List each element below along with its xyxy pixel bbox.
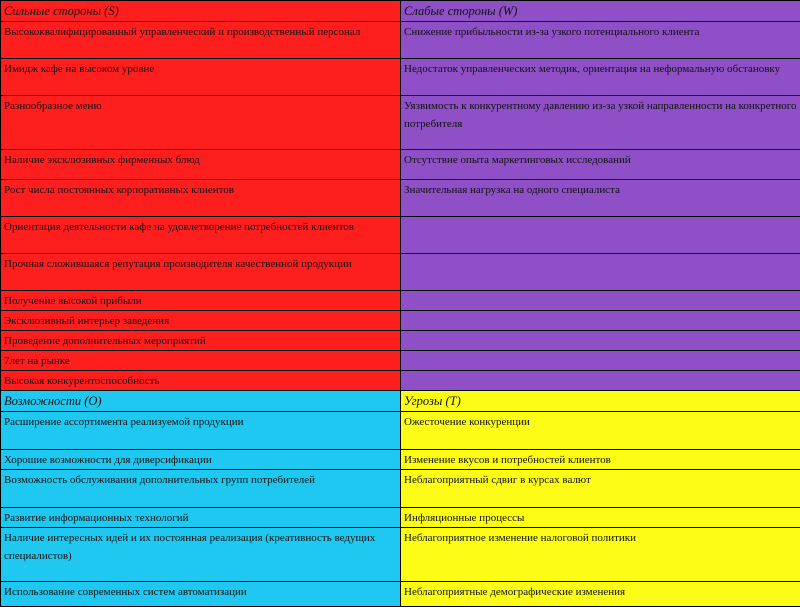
- weakness-cell: [401, 254, 800, 291]
- strength-cell: Наличие эксклюзивных фирменных блюд: [1, 150, 401, 180]
- weakness-cell: [401, 291, 800, 311]
- table-row: [1, 450, 800, 470]
- strength-cell: Получение высокой прибыли: [1, 291, 401, 311]
- opportunities-header: Возможности (O): [1, 391, 401, 412]
- strength-cell: Прочная сложившаяся репутация производителя качественной продукции: [1, 254, 401, 291]
- table-row: [1, 470, 800, 508]
- strength-cell: Имидж кафе на высоком уровне: [1, 59, 401, 96]
- opportunity-cell: Использование современных систем автоматизации: [1, 582, 401, 607]
- weakness-cell: Недостаток управленческих методик, ориентация на неформальную обстановку: [401, 59, 800, 96]
- weakness-cell: Снижение прибыльности из-за узкого потенциального клиента: [401, 22, 800, 59]
- opportunity-cell: Возможность обслуживания дополнительных групп потребителей: [1, 470, 401, 508]
- opportunity-cell: Развитие информационных технологий: [1, 508, 401, 528]
- weakness-cell: [401, 371, 800, 391]
- table-row: [1, 22, 800, 59]
- strength-cell: Ориентация деятельности кафе на удовлетворение потребностей клиентов: [1, 217, 401, 254]
- weakness-cell: [401, 217, 800, 254]
- strengths-header: Сильные стороны (S): [1, 1, 401, 22]
- weakness-cell: [401, 351, 800, 371]
- weakness-cell: Значительная нагрузка на одного специалиста: [401, 180, 800, 217]
- strength-cell: Разнообразное меню: [1, 96, 401, 150]
- opportunity-cell: Расширение ассортимента реализуемой продукции: [1, 412, 401, 450]
- table-row: [1, 508, 800, 528]
- table-row: [1, 180, 800, 217]
- strength-cell: Высокая конкурентоспособность: [1, 371, 401, 391]
- threat-cell: Ожесточение конкуренции: [401, 412, 800, 450]
- threat-cell: Неблагоприятные демографические изменения: [401, 582, 800, 607]
- weakness-cell: [401, 331, 800, 351]
- table-row: [1, 331, 800, 351]
- weaknesses-header: Слабые стороны (W): [401, 1, 800, 22]
- table-row: [1, 150, 800, 180]
- strength-cell: Рост числа постоянных корпоративных клиентов: [1, 180, 401, 217]
- weakness-cell: [401, 311, 800, 331]
- sw-header-row: [1, 1, 800, 22]
- table-row: [1, 96, 800, 150]
- weakness-cell: Отсутствие опыта маркетинговых исследований: [401, 150, 800, 180]
- table-row: [1, 59, 800, 96]
- table-row: [1, 582, 800, 607]
- opportunity-cell: Хорошие возможности для диверсификации: [1, 450, 401, 470]
- ot-header-row: [1, 391, 800, 412]
- strength-cell: Эксклюзивный интерьер заведения: [1, 311, 401, 331]
- table-row: [1, 291, 800, 311]
- strength-cell: Высококвалифицированный управленческий и производственный персонал: [1, 22, 401, 59]
- threat-cell: Изменение вкусов и потребностей клиентов: [401, 450, 800, 470]
- opportunity-cell: Наличие интересных идей и их постоянная реализация (креативность ведущих специалистов): [1, 528, 401, 582]
- table-row: [1, 311, 800, 331]
- table-row: [1, 254, 800, 291]
- threat-cell: Неблагоприятное изменение налоговой политики: [401, 528, 800, 582]
- table-row: [1, 371, 800, 391]
- strength-cell: Проведение дополнительных мероприятий: [1, 331, 401, 351]
- table-row: [1, 217, 800, 254]
- table-row: [1, 528, 800, 582]
- strength-cell: 7лет на рынке: [1, 351, 401, 371]
- threats-header: Угрозы (T): [401, 391, 800, 412]
- weakness-cell: Уязвимость к конкурентному давлению из-за узкой направленности на конкретного потребителя: [401, 96, 800, 150]
- threat-cell: Инфляционные процессы: [401, 508, 800, 528]
- table-row: [1, 351, 800, 371]
- threat-cell: Неблагоприятный сдвиг в курсах валют: [401, 470, 800, 508]
- table-row: [1, 412, 800, 450]
